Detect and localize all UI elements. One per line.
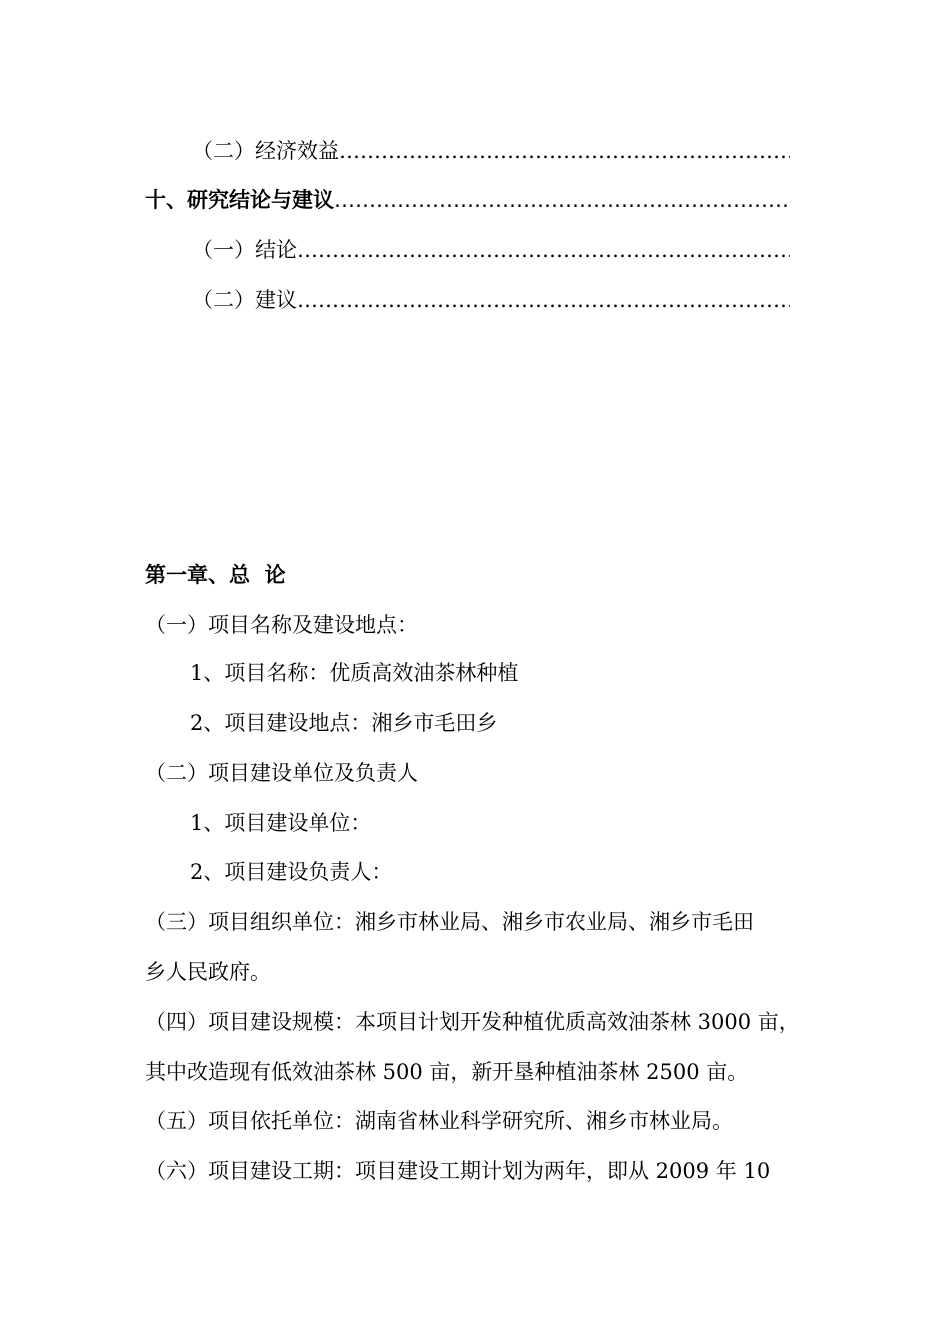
section-construction-scale: （四）项目建设规模：本项目计划开发种植优质高效油茶林 3000 亩， (145, 1010, 800, 1034)
toc-entry-conclusions-section[interactable] (145, 185, 790, 215)
toc-entry-economic-benefit[interactable] (192, 136, 790, 166)
toc-leader-dots (297, 285, 790, 315)
section-construction-scale-cont: 其中改造现有低效油茶林 500 亩，新开垦种植油茶林 2500 亩。 (145, 1060, 749, 1084)
item-project-location: 2、项目建设地点：湘乡市毛田乡 (190, 711, 498, 735)
section-project-name-location: （一）项目名称及建设地点： (145, 613, 418, 637)
toc-leader-dots (334, 185, 790, 215)
section-construction-period: （六）项目建设工期：项目建设工期计划为两年，即从 2009 年 10 (145, 1159, 771, 1183)
chapter-heading: 第一章、总 论 (145, 563, 286, 587)
item-construction-unit: 1、项目建设单位： (190, 811, 372, 835)
toc-entry-label: （二）经济效益 (192, 139, 339, 163)
section-organizing-unit: （三）项目组织单位：湘乡市林业局、湘乡市农业局、湘乡市毛田 (145, 910, 754, 934)
item-person-in-charge: 2、项目建设负责人： (190, 860, 393, 884)
toc-entry-conclusion[interactable] (192, 235, 790, 265)
toc-entry-label: （一）结论 (192, 238, 297, 262)
section-organizing-unit-cont: 乡人民政府。 (145, 960, 271, 984)
toc-entry-label: （二）建议 (192, 288, 297, 312)
toc-entry-recommendation[interactable] (192, 285, 790, 315)
section-supporting-unit: （五）项目依托单位：湖南省林业科学研究所、湘乡市林业局。 (145, 1109, 733, 1133)
toc-leader-dots (297, 235, 790, 265)
item-project-name: 1、项目名称：优质高效油茶林种植 (190, 661, 519, 685)
toc-entry-label: 十、研究结论与建议 (145, 188, 334, 212)
section-construction-unit: （二）项目建设单位及负责人 (145, 761, 418, 785)
toc-leader-dots (339, 136, 790, 166)
